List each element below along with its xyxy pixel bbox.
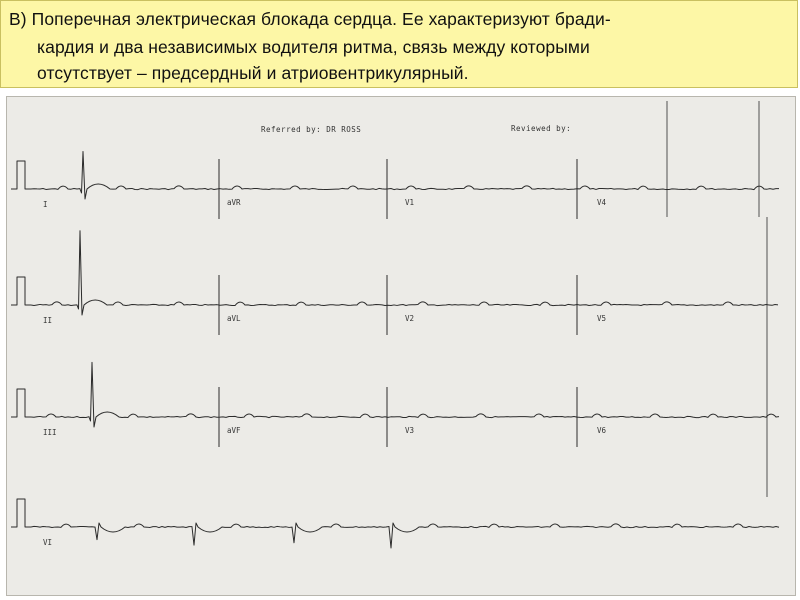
lead-label-v1: V1	[405, 198, 415, 207]
calibration-pulse-row-1	[11, 161, 31, 189]
ecg-strip-image	[6, 96, 796, 596]
lead-label-ii: II	[43, 316, 53, 325]
ecg-trace-row-4	[31, 523, 779, 548]
lead-label-avl: aVL	[227, 314, 241, 323]
lead-label-iii: III	[43, 428, 57, 437]
lead-label-avr: aVR	[227, 198, 241, 207]
caption-line-2: кардия и два независимых водителя ритма, связь между которыми	[37, 37, 590, 57]
caption-box	[0, 0, 798, 88]
lead-label-v2: V2	[405, 314, 415, 323]
lead-label-v5: V5	[597, 314, 607, 323]
lead-label-i: I	[43, 200, 48, 209]
calibration-pulse-row-4	[11, 499, 31, 527]
calibration-pulse-row-3	[11, 389, 31, 417]
lead-label-v4: V4	[597, 198, 607, 207]
lead-label-vi: VI	[43, 538, 53, 547]
caption-line-1: B) Поперечная электрическая блокада сердца. Ее характеризуют бради-	[9, 9, 611, 29]
referred-by-text: Referred by: DR ROSS	[261, 125, 362, 134]
calibration-pulse-row-2	[11, 277, 31, 305]
ecg-trace-row-2	[31, 231, 778, 315]
lead-label-avf: aVF	[227, 426, 241, 435]
lead-label-v3: V3	[405, 426, 415, 435]
caption-line-3: отсутствует – предсердный и атриовентрикулярный.	[37, 63, 469, 83]
lead-label-v6: V6	[597, 426, 607, 435]
reviewed-by-text: Reviewed by:	[511, 124, 572, 133]
ecg-traces	[7, 97, 796, 596]
ecg-trace-row-3	[31, 362, 779, 427]
